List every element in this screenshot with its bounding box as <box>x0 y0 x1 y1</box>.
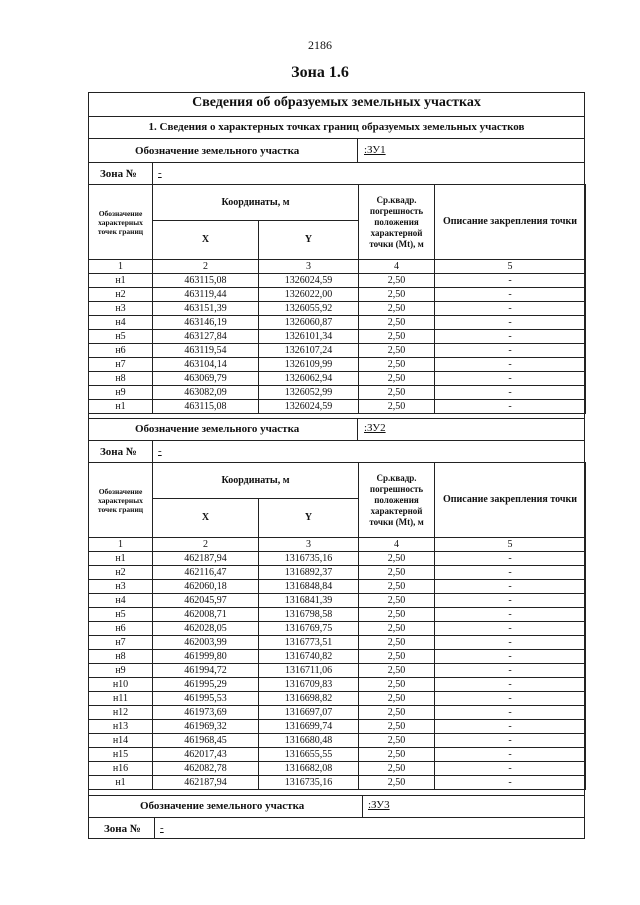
table-row <box>89 372 586 386</box>
table-row <box>89 678 586 692</box>
x-cell: 462028,05 <box>153 622 259 636</box>
fixing-cell: - <box>435 580 586 594</box>
x-cell: 462082,78 <box>153 762 259 776</box>
y-cell: 1316682,08 <box>259 762 359 776</box>
divider <box>88 418 585 419</box>
point-cell: н15 <box>89 748 153 762</box>
designation-label: Обозначение земельного участка <box>140 800 305 812</box>
table-row <box>89 288 586 302</box>
divider <box>88 116 585 117</box>
accuracy-cell: 2,50 <box>359 580 435 594</box>
y-header: Y <box>259 499 359 538</box>
accuracy-cell: 2,50 <box>359 636 435 650</box>
accuracy-cell: 2,50 <box>359 720 435 734</box>
y-cell: 1316655,55 <box>259 748 359 762</box>
y-header: Y <box>259 221 359 260</box>
fixing-cell: - <box>435 386 586 400</box>
y-cell: 1326024,59 <box>259 400 359 414</box>
col-number: 1 <box>89 260 153 274</box>
y-cell: 1326052,99 <box>259 386 359 400</box>
fixing-cell: - <box>435 274 586 288</box>
fixing-cell: - <box>435 650 586 664</box>
accuracy-cell: 2,50 <box>359 748 435 762</box>
zone-no-value: - <box>158 445 162 457</box>
point-cell: н3 <box>89 302 153 316</box>
fixing-cell: - <box>435 636 586 650</box>
point-header: Обозначение характерных точек границ <box>89 463 153 538</box>
y-cell: 1316773,51 <box>259 636 359 650</box>
point-cell: н7 <box>89 636 153 650</box>
x-cell: 461968,45 <box>153 734 259 748</box>
x-cell: 463115,08 <box>153 274 259 288</box>
accuracy-cell: 2,50 <box>359 552 435 566</box>
x-cell: 461994,72 <box>153 664 259 678</box>
point-cell: н5 <box>89 608 153 622</box>
table-row <box>89 622 586 636</box>
table-row <box>89 720 586 734</box>
fixing-cell: - <box>435 720 586 734</box>
zone-no-label: Зона № <box>100 446 137 458</box>
y-cell: 1326022,00 <box>259 288 359 302</box>
divider <box>357 418 358 440</box>
divider <box>152 162 153 184</box>
col-number: 5 <box>435 260 586 274</box>
x-cell: 461973,69 <box>153 706 259 720</box>
parcel-id: :ЗУ3 <box>368 799 390 811</box>
designation-label: Обозначение земельного участка <box>135 423 300 435</box>
point-cell: н5 <box>89 330 153 344</box>
accuracy-cell: 2,50 <box>359 664 435 678</box>
point-cell: н11 <box>89 692 153 706</box>
point-cell: н13 <box>89 720 153 734</box>
table-row <box>89 386 586 400</box>
y-cell: 1316680,48 <box>259 734 359 748</box>
zone-heading: Зона 1.6 <box>291 64 349 81</box>
col-number: 2 <box>153 538 259 552</box>
fixing-cell: - <box>435 400 586 414</box>
point-cell: н1 <box>89 552 153 566</box>
point-cell: н8 <box>89 650 153 664</box>
fixing-cell: - <box>435 594 586 608</box>
y-cell: 1316848,84 <box>259 580 359 594</box>
x-cell: 463146,19 <box>153 316 259 330</box>
zone-no-label: Зона № <box>104 823 141 835</box>
y-cell: 1316698,82 <box>259 692 359 706</box>
accuracy-cell: 2,50 <box>359 302 435 316</box>
y-cell: 1316798,58 <box>259 608 359 622</box>
accuracy-cell: 2,50 <box>359 692 435 706</box>
table-row <box>89 776 586 790</box>
x-cell: 462116,47 <box>153 566 259 580</box>
x-cell: 462187,94 <box>153 552 259 566</box>
point-cell: н14 <box>89 734 153 748</box>
point-header: Обозначение характерных точек границ <box>89 185 153 260</box>
col-number: 3 <box>259 538 359 552</box>
x-cell: 461999,80 <box>153 650 259 664</box>
y-cell: 1326062,94 <box>259 372 359 386</box>
point-cell: н9 <box>89 664 153 678</box>
table-row <box>89 608 586 622</box>
x-cell: 462187,94 <box>153 776 259 790</box>
x-cell: 463127,84 <box>153 330 259 344</box>
x-cell: 462060,18 <box>153 580 259 594</box>
col-number: 4 <box>359 260 435 274</box>
fixing-cell: - <box>435 748 586 762</box>
accuracy-cell: 2,50 <box>359 734 435 748</box>
parcel-id: :ЗУ2 <box>364 422 386 434</box>
divider <box>362 795 363 817</box>
coords-header: Координаты, м <box>153 185 359 221</box>
y-cell: 1316711,06 <box>259 664 359 678</box>
table-row <box>89 762 586 776</box>
col-number: 1 <box>89 538 153 552</box>
divider <box>88 795 585 796</box>
accuracy-cell: 2,50 <box>359 678 435 692</box>
zone-no-value: - <box>160 822 164 834</box>
x-cell: 463104,14 <box>153 358 259 372</box>
x-cell: 462008,71 <box>153 608 259 622</box>
point-cell: н2 <box>89 566 153 580</box>
accuracy-cell: 2,50 <box>359 566 435 580</box>
zone-no-value: - <box>158 167 162 179</box>
x-cell: 462045,97 <box>153 594 259 608</box>
accuracy-cell: 2,50 <box>359 372 435 386</box>
accuracy-header: Ср.квадр. погрешность положения характерной точки (Mt), м <box>359 185 435 260</box>
y-cell: 1316841,39 <box>259 594 359 608</box>
point-cell: н6 <box>89 622 153 636</box>
accuracy-cell: 2,50 <box>359 288 435 302</box>
point-cell: н2 <box>89 288 153 302</box>
accuracy-cell: 2,50 <box>359 650 435 664</box>
point-cell: н1 <box>89 274 153 288</box>
table-row <box>89 664 586 678</box>
divider <box>88 138 585 139</box>
fixing-cell: - <box>435 678 586 692</box>
table-row <box>89 734 586 748</box>
col-number: 5 <box>435 538 586 552</box>
zone-no-label: Зона № <box>100 168 137 180</box>
accuracy-cell: 2,50 <box>359 594 435 608</box>
section-title: Сведения об образуемых земельных участках <box>192 95 481 110</box>
accuracy-cell: 2,50 <box>359 344 435 358</box>
x-cell: 463082,09 <box>153 386 259 400</box>
fixing-cell: - <box>435 622 586 636</box>
fixing-cell: - <box>435 372 586 386</box>
point-cell: н4 <box>89 594 153 608</box>
y-cell: 1316735,16 <box>259 552 359 566</box>
accuracy-cell: 2,50 <box>359 358 435 372</box>
table-row <box>89 594 586 608</box>
accuracy-cell: 2,50 <box>359 608 435 622</box>
fixing-cell: - <box>435 316 586 330</box>
y-cell: 1326101,34 <box>259 330 359 344</box>
x-header: X <box>153 499 259 538</box>
fixing-cell: - <box>435 330 586 344</box>
x-cell: 461995,53 <box>153 692 259 706</box>
table-row <box>89 344 586 358</box>
fixing-cell: - <box>435 706 586 720</box>
x-cell: 461995,29 <box>153 678 259 692</box>
point-cell: н16 <box>89 762 153 776</box>
fixing-cell: - <box>435 566 586 580</box>
point-cell: н1 <box>89 400 153 414</box>
y-cell: 1316740,82 <box>259 650 359 664</box>
table-row <box>89 400 586 414</box>
y-cell: 1316699,74 <box>259 720 359 734</box>
y-cell: 1326024,59 <box>259 274 359 288</box>
fixing-cell: - <box>435 692 586 706</box>
coords-header: Координаты, м <box>153 463 359 499</box>
accuracy-cell: 2,50 <box>359 330 435 344</box>
x-cell: 463069,79 <box>153 372 259 386</box>
x-cell: 462017,43 <box>153 748 259 762</box>
point-cell: н7 <box>89 358 153 372</box>
accuracy-cell: 2,50 <box>359 274 435 288</box>
fixing-cell: - <box>435 734 586 748</box>
point-cell: н3 <box>89 580 153 594</box>
coordinates-table <box>88 462 586 790</box>
table-row <box>89 650 586 664</box>
col-number: 3 <box>259 260 359 274</box>
y-cell: 1326055,92 <box>259 302 359 316</box>
accuracy-cell: 2,50 <box>359 762 435 776</box>
point-cell: н10 <box>89 678 153 692</box>
fixing-cell: - <box>435 344 586 358</box>
fixing-cell: - <box>435 302 586 316</box>
table-row <box>89 358 586 372</box>
y-cell: 1316697,07 <box>259 706 359 720</box>
divider <box>88 162 585 163</box>
fixing-cell: - <box>435 552 586 566</box>
table-row <box>89 636 586 650</box>
y-cell: 1326109,99 <box>259 358 359 372</box>
accuracy-cell: 2,50 <box>359 400 435 414</box>
divider <box>152 440 153 462</box>
coordinates-table <box>88 184 586 414</box>
fixing-header: Описание закрепления точки <box>435 463 586 538</box>
point-cell: н9 <box>89 386 153 400</box>
x-cell: 462003,99 <box>153 636 259 650</box>
y-cell: 1316735,16 <box>259 776 359 790</box>
fixing-cell: - <box>435 608 586 622</box>
x-cell: 463119,44 <box>153 288 259 302</box>
point-cell: н6 <box>89 344 153 358</box>
table-row <box>89 580 586 594</box>
y-cell: 1316709,83 <box>259 678 359 692</box>
table-row <box>89 706 586 720</box>
table-row <box>89 748 586 762</box>
divider <box>88 817 585 818</box>
table-row <box>89 274 586 288</box>
y-cell: 1316769,75 <box>259 622 359 636</box>
fixing-cell: - <box>435 776 586 790</box>
accuracy-cell: 2,50 <box>359 316 435 330</box>
table-row <box>89 566 586 580</box>
y-cell: 1326107,24 <box>259 344 359 358</box>
designation-label: Обозначение земельного участка <box>135 145 300 157</box>
table-row <box>89 316 586 330</box>
divider <box>154 817 155 839</box>
point-cell: н12 <box>89 706 153 720</box>
y-cell: 1316892,37 <box>259 566 359 580</box>
subsection-title: 1. Сведения о характерных точках границ образуемых земельных участков <box>148 121 525 133</box>
fixing-cell: - <box>435 358 586 372</box>
y-cell: 1326060,87 <box>259 316 359 330</box>
parcel-id: :ЗУ1 <box>364 144 386 156</box>
divider <box>88 440 585 441</box>
fixing-cell: - <box>435 664 586 678</box>
x-cell: 463115,08 <box>153 400 259 414</box>
page-number: 2186 <box>308 38 332 52</box>
col-number: 2 <box>153 260 259 274</box>
divider <box>357 138 358 162</box>
fixing-cell: - <box>435 288 586 302</box>
x-cell: 463151,39 <box>153 302 259 316</box>
table-row <box>89 692 586 706</box>
accuracy-cell: 2,50 <box>359 776 435 790</box>
accuracy-cell: 2,50 <box>359 706 435 720</box>
fixing-header: Описание закрепления точки <box>435 185 586 260</box>
x-header: X <box>153 221 259 260</box>
accuracy-cell: 2,50 <box>359 386 435 400</box>
x-cell: 463119,54 <box>153 344 259 358</box>
point-cell: н4 <box>89 316 153 330</box>
accuracy-cell: 2,50 <box>359 622 435 636</box>
point-cell: н1 <box>89 776 153 790</box>
fixing-cell: - <box>435 762 586 776</box>
point-cell: н8 <box>89 372 153 386</box>
table-row <box>89 302 586 316</box>
col-number: 4 <box>359 538 435 552</box>
table-row <box>89 552 586 566</box>
accuracy-header: Ср.квадр. погрешность положения характерной точки (Mt), м <box>359 463 435 538</box>
x-cell: 461969,32 <box>153 720 259 734</box>
table-row <box>89 330 586 344</box>
